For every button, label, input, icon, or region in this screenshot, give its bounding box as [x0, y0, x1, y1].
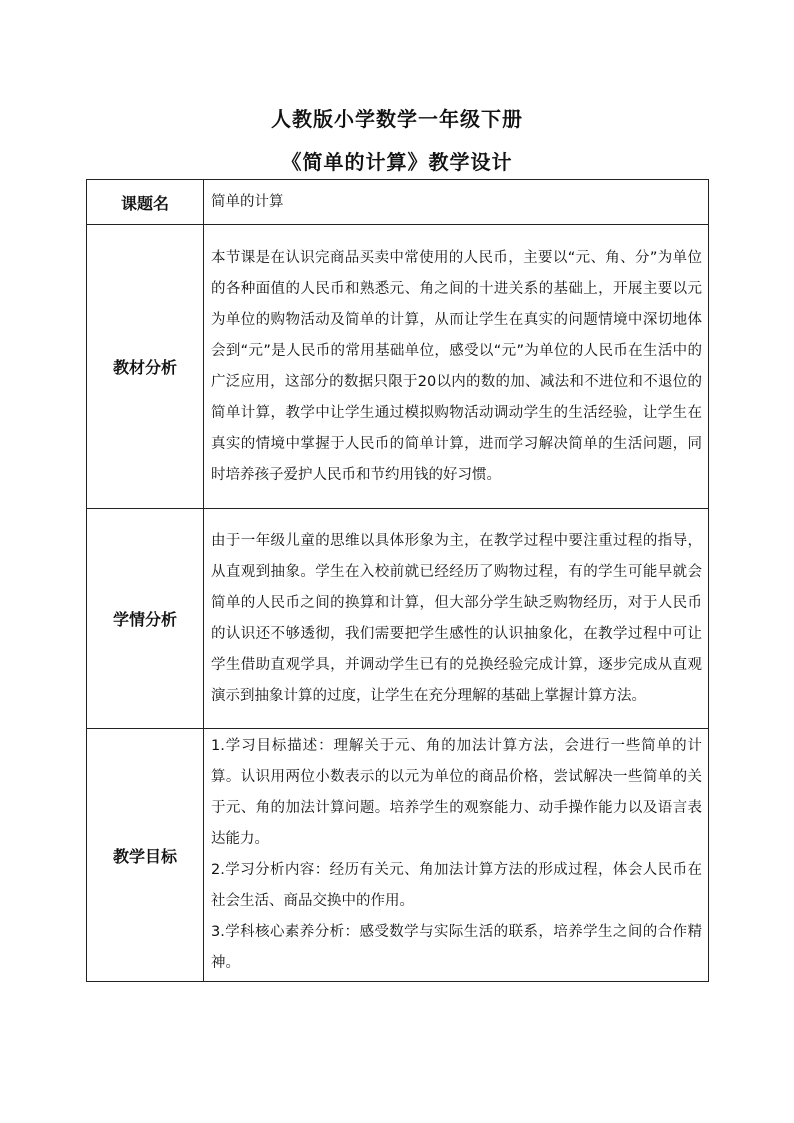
- student-analysis-label: 学情分析: [87, 509, 204, 729]
- table-row-topic: [87, 180, 709, 225]
- material-analysis-label: 教材分析: [87, 225, 204, 509]
- teaching-goal-item: 2.学习分析内容：经历有关元、角加法计算方法的形成过程，体会人民币在社会生活、商品交换中的作用。: [211, 862, 702, 909]
- topic-label: 课题名: [87, 180, 204, 225]
- table-row-material-analysis: [87, 225, 709, 509]
- material-analysis-text: 本节课是在认识完商品买卖中常使用的人民币，主要以“元、角、分”为单位的各种面值的人民币和熟悉元、角之间的十进关系的基础上，开展主要以元为单位的购物活动及简单的计算，从而让学生在真实的问题情境中深切地体会到“元”是人民币的常用基础单位，感受以“元”为单位的人民币在生活中的广泛应用，这部分的数据只限于20以内的数的加、减法和不进位和不退位的简单计算，教学中让学生通过模拟购物活动调动学生的生活经验，让学生在真实的情境中掌握于人民币的简单计算，进而学习解决简单的生活问题，同时培养孩子爱护人民币和节约用钱的好习惯。: [204, 225, 709, 509]
- teaching-goals-label: 教学目标: [87, 729, 204, 982]
- topic-value: 简单的计算: [204, 180, 709, 225]
- teaching-goal-item: 3.学科核心素养分析：感受数学与实际生活的联系，培养学生之间的合作精神。: [211, 924, 702, 971]
- teaching-goal-item: 1.学习目标描述：理解关于元、角的加法计算方法，会进行一些简单的计算。认识用两位小数表示的以元为单位的商品价格，尝试解决一些简单的关于元、角的加法计算问题。培养学生的观察能力、动手操作能力以及语言表达能力。: [211, 738, 702, 847]
- document-subtitle: 《简单的计算》教学设计: [281, 150, 513, 174]
- lesson-plan-table: [86, 179, 709, 982]
- table-row-student-analysis: [87, 509, 709, 729]
- table-row-teaching-goals: [87, 729, 709, 982]
- teaching-goals-cell: [204, 729, 709, 982]
- student-analysis-text: 由于一年级儿童的思维以具体形象为主，在教学过程中要注重过程的指导，从直观到抽象。学生在入校前就已经经历了购物过程，有的学生可能早就会简单的人民币之间的换算和计算，但大部分学生缺乏购物经历，对于人民币的认识还不够透彻，我们需要把学生感性的认识抽象化，在教学过程中可让学生借助直观学具，并调动学生已有的兑换经验完成计算，逐步完成从直观演示到抽象计算的过度，让学生在充分理解的基础上掌握计算方法。: [204, 509, 709, 729]
- document-title: 人教版小学数学一年级下册: [271, 107, 523, 131]
